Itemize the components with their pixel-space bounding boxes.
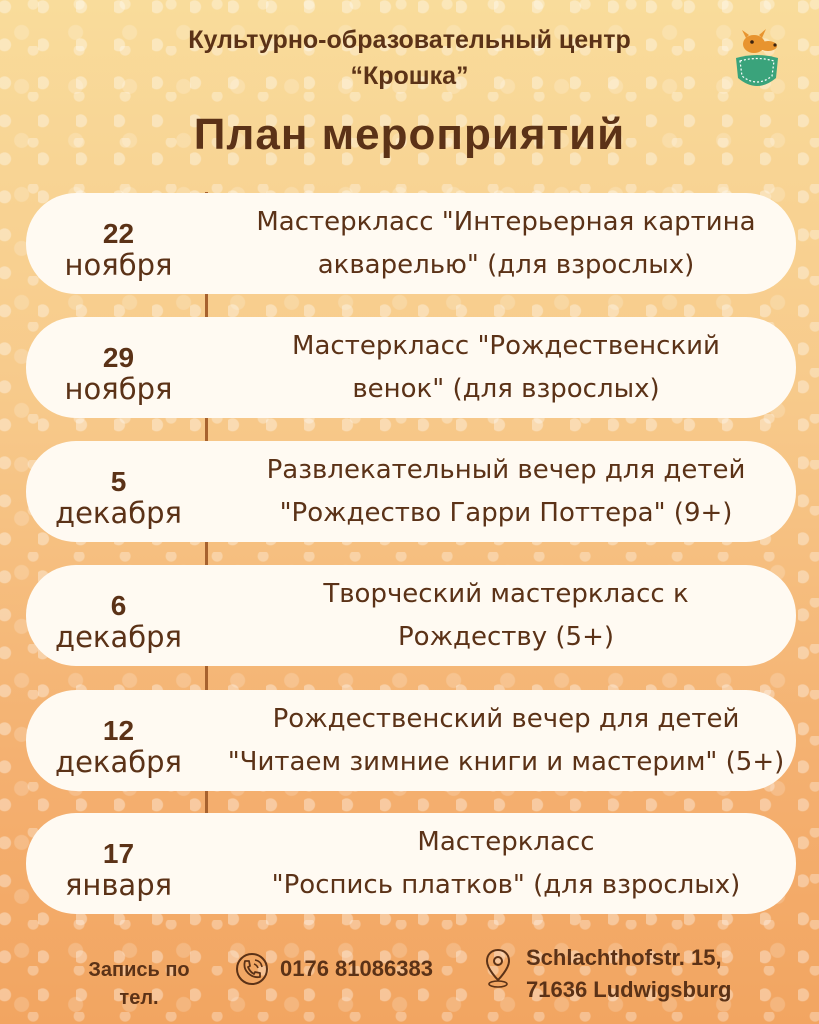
event-line2: "Рождество Гарри Поттера" (9+) [279,498,733,528]
event-line2: венок" (для взрослых) [352,374,660,404]
event-line1: Мастеркласс "Рождественский [292,331,720,361]
event-day: 22 [102,218,135,249]
event-day: 29 [102,342,135,373]
event-line1: Развлекательный вечер для детей [266,455,746,485]
kangaroo-pocket-icon [732,26,782,96]
event-line1: Мастеркласс "Интерьерная картина [256,207,756,237]
event-line1: Рождественский вечер для детей [272,704,740,734]
event-month: декабря [55,620,182,654]
event-line1: Мастеркласс [417,827,595,857]
event-month: ноября [64,372,173,406]
event-month: января [64,868,173,902]
event-date [26,219,211,281]
event-line2: акварелью" (для взрослых) [317,250,695,280]
location-pin-icon [483,946,513,990]
event-description [221,573,791,659]
signup-label [74,956,204,1012]
event-month: декабря [55,496,182,530]
address-line2: 71636 Ludwigsburg [526,977,732,1002]
event-line2: "Читаем зимние книги и мастерим" (5+) [227,747,785,777]
event-date [26,343,211,405]
signup-line1: Запись по [88,959,190,981]
event-line2: Рождеству (5+) [397,622,614,652]
event-item [26,565,796,666]
event-item [26,690,796,791]
signup-line2: тел. [119,987,159,1009]
timeline-divider [205,192,208,912]
event-day: 12 [102,715,135,746]
address [526,942,731,1006]
event-description [221,201,791,287]
event-month: декабря [55,745,182,779]
event-line1: Творческий мастеркласс к [323,579,689,609]
event-item [26,441,796,542]
event-item [26,317,796,418]
event-description [221,698,791,784]
event-month: ноября [64,248,173,282]
page-title: План мероприятий [193,110,626,159]
event-date [26,839,211,901]
event-description [221,325,791,411]
address-line1: Schlachthofstr. 15, [526,945,722,970]
event-date [26,716,211,778]
event-day: 6 [110,590,127,621]
event-item [26,813,796,914]
phone-icon [233,950,271,988]
event-item [26,193,796,294]
event-date [26,467,211,529]
event-line2: "Роспись платков" (для взрослых) [271,870,741,900]
org-name-line1: Культурно-образовательный центр [188,26,631,54]
event-day: 17 [102,838,135,869]
event-day: 5 [110,466,127,497]
event-description [221,449,791,535]
org-name-line2: “Крошка” [350,62,469,90]
event-description [221,821,791,907]
event-date [26,591,211,653]
phone-number[interactable]: 0176 81086383 [280,956,433,981]
